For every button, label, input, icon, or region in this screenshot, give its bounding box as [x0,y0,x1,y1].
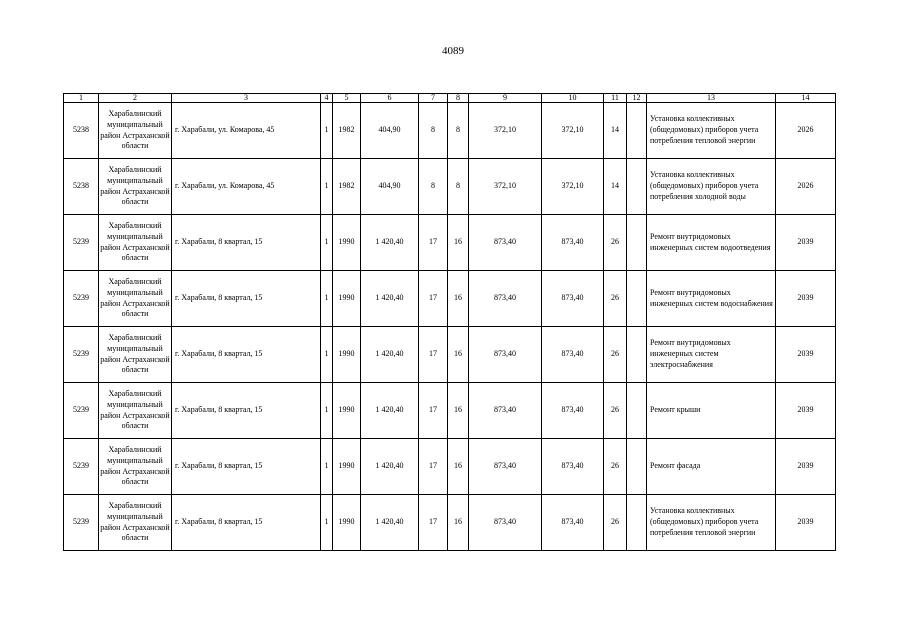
area-total-cell: 404,90 [361,159,419,215]
area-residential-cell: 873,40 [469,383,542,439]
residents-cell: 14 [604,103,627,159]
work-type-cell: Установка коллективных (общедомовых) приборов учета потребления тепловой энергии [647,495,776,551]
area-residential-cell: 873,40 [469,215,542,271]
municipality-cell: Харабалинский муниципальный район Астраханской области [99,159,172,215]
residents-cell: 26 [604,215,627,271]
area-residential-cell: 873,40 [469,495,542,551]
year-planned-cell: 2039 [776,383,836,439]
area-residential-cell: 372,10 [469,159,542,215]
row-id: 5239 [64,439,99,495]
address-cell: г. Харабали, ул. Комарова, 45 [172,103,321,159]
table-row [64,271,836,327]
col7-cell: 17 [419,327,448,383]
col7-cell: 8 [419,159,448,215]
work-type-cell: Ремонт внутридомовых инженерных систем водоснабжения [647,271,776,327]
table-row [64,159,836,215]
area-living-cell: 372,10 [542,159,604,215]
municipality-cell: Харабалинский муниципальный район Астраханской области [99,495,172,551]
work-type-cell: Ремонт внутридомовых инженерных систем водоотведения [647,215,776,271]
address-cell: г. Харабали, 8 квартал, 15 [172,383,321,439]
col12-cell [627,271,647,327]
address-cell: г. Харабали, ул. Комарова, 45 [172,159,321,215]
col7-cell: 17 [419,271,448,327]
col12-cell [627,159,647,215]
column-number: 8 [448,94,469,103]
col4-cell: 1 [321,383,333,439]
col4-cell: 1 [321,439,333,495]
residents-cell: 26 [604,271,627,327]
col12-cell [627,215,647,271]
column-number: 5 [333,94,361,103]
col8-cell: 8 [448,159,469,215]
residents-cell: 26 [604,327,627,383]
year-cell: 1990 [333,383,361,439]
year-planned-cell: 2026 [776,159,836,215]
municipality-cell: Харабалинский муниципальный район Астраханской области [99,271,172,327]
row-id: 5239 [64,495,99,551]
col7-cell: 17 [419,495,448,551]
year-cell: 1982 [333,159,361,215]
residents-cell: 26 [604,495,627,551]
table-body [64,94,836,551]
year-planned-cell: 2039 [776,327,836,383]
municipality-cell: Харабалинский муниципальный район Астраханской области [99,383,172,439]
address-cell: г. Харабали, 8 квартал, 15 [172,215,321,271]
work-type-cell: Ремонт фасада [647,439,776,495]
area-living-cell: 873,40 [542,327,604,383]
year-cell: 1990 [333,439,361,495]
area-living-cell: 873,40 [542,215,604,271]
col8-cell: 16 [448,495,469,551]
col8-cell: 16 [448,383,469,439]
table-row [64,439,836,495]
col4-cell: 1 [321,327,333,383]
col12-cell [627,327,647,383]
col8-cell: 16 [448,439,469,495]
row-id: 5239 [64,215,99,271]
column-number: 4 [321,94,333,103]
area-total-cell: 1 420,40 [361,327,419,383]
address-cell: г. Харабали, 8 квартал, 15 [172,327,321,383]
work-type-cell: Ремонт внутридомовых инженерных систем электроснабжения [647,327,776,383]
residents-cell: 26 [604,383,627,439]
municipality-cell: Харабалинский муниципальный район Астраханской области [99,439,172,495]
municipality-cell: Харабалинский муниципальный район Астраханской области [99,215,172,271]
col7-cell: 17 [419,439,448,495]
column-number: 6 [361,94,419,103]
column-number: 13 [647,94,776,103]
area-total-cell: 1 420,40 [361,215,419,271]
column-number-row [64,94,836,103]
year-cell: 1990 [333,271,361,327]
area-residential-cell: 873,40 [469,271,542,327]
area-living-cell: 873,40 [542,383,604,439]
column-number: 7 [419,94,448,103]
col4-cell: 1 [321,159,333,215]
col4-cell: 1 [321,215,333,271]
year-cell: 1990 [333,215,361,271]
col7-cell: 17 [419,383,448,439]
col8-cell: 16 [448,215,469,271]
area-residential-cell: 873,40 [469,327,542,383]
row-id: 5238 [64,103,99,159]
year-cell: 1982 [333,103,361,159]
row-id: 5239 [64,327,99,383]
area-living-cell: 372,10 [542,103,604,159]
col7-cell: 8 [419,103,448,159]
work-type-cell: Установка коллективных (общедомовых) приборов учета потребления холодной воды [647,159,776,215]
year-planned-cell: 2039 [776,439,836,495]
area-living-cell: 873,40 [542,271,604,327]
table-row [64,495,836,551]
area-total-cell: 1 420,40 [361,383,419,439]
column-number: 2 [99,94,172,103]
table-row [64,215,836,271]
municipality-cell: Харабалинский муниципальный район Астраханской области [99,103,172,159]
row-id: 5239 [64,271,99,327]
row-id: 5239 [64,383,99,439]
residents-cell: 14 [604,159,627,215]
row-id: 5238 [64,159,99,215]
col12-cell [627,495,647,551]
col12-cell [627,439,647,495]
capital-repair-table [63,93,836,551]
area-total-cell: 1 420,40 [361,271,419,327]
col12-cell [627,103,647,159]
area-living-cell: 873,40 [542,439,604,495]
column-number: 12 [627,94,647,103]
col4-cell: 1 [321,271,333,327]
work-type-cell: Ремонт крыши [647,383,776,439]
year-planned-cell: 2039 [776,271,836,327]
column-number: 11 [604,94,627,103]
address-cell: г. Харабали, 8 квартал, 15 [172,439,321,495]
column-number: 14 [776,94,836,103]
area-residential-cell: 873,40 [469,439,542,495]
column-number: 10 [542,94,604,103]
table-row [64,327,836,383]
col4-cell: 1 [321,495,333,551]
area-total-cell: 404,90 [361,103,419,159]
col7-cell: 17 [419,215,448,271]
address-cell: г. Харабали, 8 квартал, 15 [172,271,321,327]
col8-cell: 16 [448,327,469,383]
col12-cell [627,383,647,439]
area-living-cell: 873,40 [542,495,604,551]
area-residential-cell: 372,10 [469,103,542,159]
year-planned-cell: 2039 [776,495,836,551]
area-total-cell: 1 420,40 [361,439,419,495]
year-planned-cell: 2026 [776,103,836,159]
column-number: 1 [64,94,99,103]
col8-cell: 16 [448,271,469,327]
column-number: 3 [172,94,321,103]
area-total-cell: 1 420,40 [361,495,419,551]
page-number: 4089 [442,45,464,57]
residents-cell: 26 [604,439,627,495]
work-type-cell: Установка коллективных (общедомовых) приборов учета потребления тепловой энергии [647,103,776,159]
year-planned-cell: 2039 [776,215,836,271]
year-cell: 1990 [333,327,361,383]
col4-cell: 1 [321,103,333,159]
col8-cell: 8 [448,103,469,159]
year-cell: 1990 [333,495,361,551]
column-number: 9 [469,94,542,103]
address-cell: г. Харабали, 8 квартал, 15 [172,495,321,551]
municipality-cell: Харабалинский муниципальный район Астраханской области [99,327,172,383]
table-row [64,103,836,159]
table-row [64,383,836,439]
